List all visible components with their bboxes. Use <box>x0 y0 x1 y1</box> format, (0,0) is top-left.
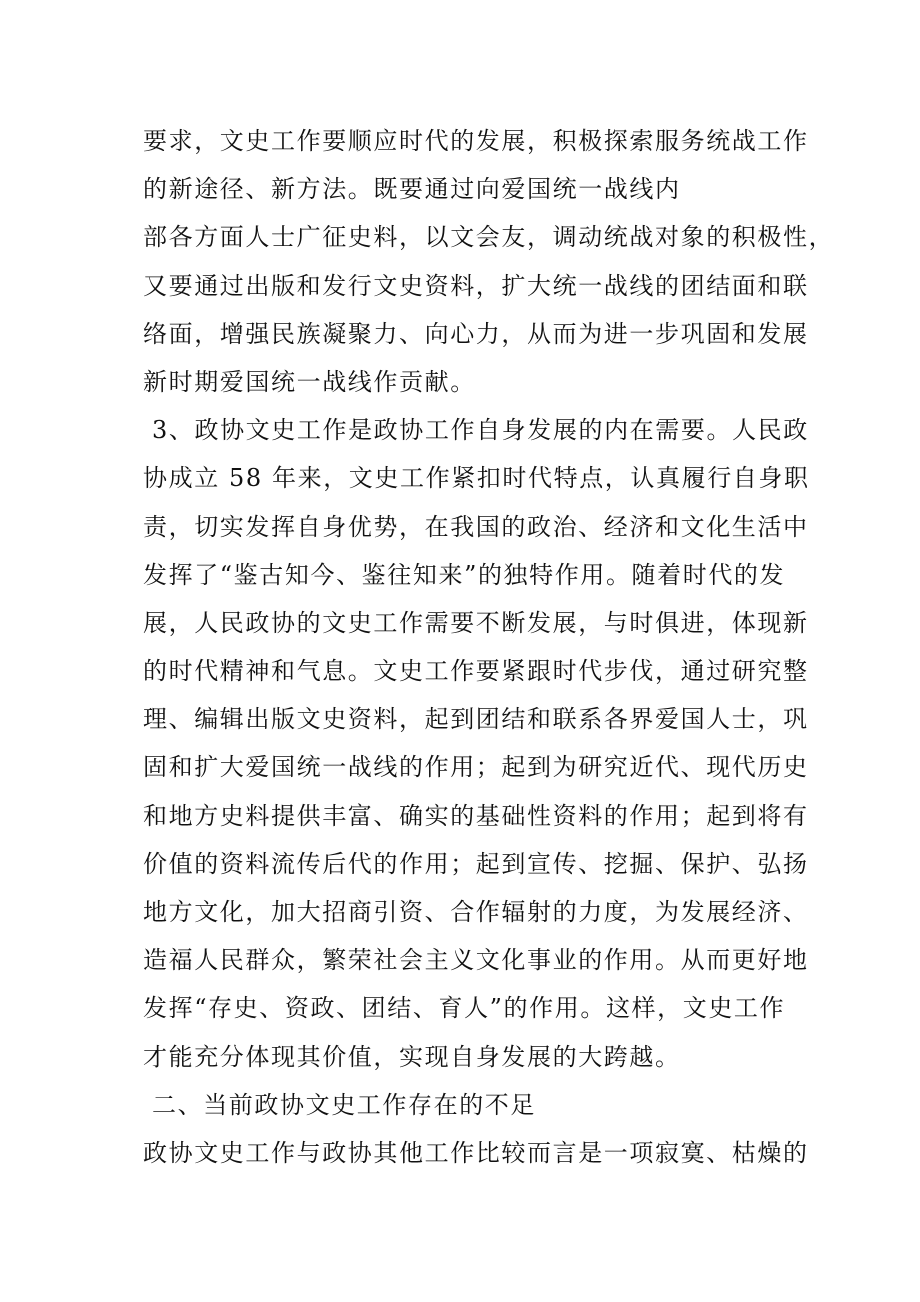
text-line: 的新途径、新方法。既要通过向爱国统一战线内 <box>143 175 681 204</box>
text-line: 新时期爱国统一战线作贡献。 <box>143 367 476 396</box>
text-line: 价值的资料流传后代的作用；起到宣传、挖掘、保护、弘扬 <box>143 849 809 878</box>
text-line: 造福人民群众，繁荣社会主义文化事业的作用。从而更好地 <box>143 946 809 975</box>
text-line: 的时代精神和气息。文史工作要紧跟时代步伐，通过研究整 <box>143 657 809 686</box>
text-line: 固和扩大爱国统一战线的作用；起到为研究近代、现代历史 <box>143 753 809 782</box>
text-line: 要求，文史工作要顺应时代的发展，积极探索服务统战工作 <box>143 127 809 155</box>
text-line: 理、编辑出版文史资料，起到团结和联系各界爱国人士，巩 <box>143 705 809 734</box>
text-line: 协成立 58 年来，文史工作紧扣时代特点，认真履行自身职 <box>143 464 810 493</box>
text-line: 部各方面人士广征史料，以文会友，调动统战对象的积极性， <box>143 223 835 252</box>
text-line: 发挥“存史、资政、团结、育人”的作用。这样，文史工作 <box>143 994 786 1023</box>
text-line: 政协文史工作与政协其他工作比较而言是一项寂寞、枯燥的 <box>143 1138 809 1167</box>
text-line: 发挥了“鉴古知今、鉴往知来”的独特作用。随着时代的发 <box>143 560 786 589</box>
text-line: 又要通过出版和发行文史资料，扩大统一战线的团结面和联 <box>143 271 809 300</box>
text-line: 地方文化，加大招商引资、合作辐射的力度，为发展经济、 <box>143 898 809 926</box>
text-line: 展，人民政协的文史工作需要不断发展，与时俱进，体现新 <box>143 608 809 637</box>
text-line: 才能充分体现其价值，实现自身发展的大跨越。 <box>143 1042 681 1071</box>
section-item-3-line: 3、政协文史工作是政协工作自身发展的内在需要。人民政 <box>152 416 809 445</box>
section-heading: 二、当前政协文史工作存在的不足 <box>152 1090 536 1119</box>
body-text <box>143 117 835 1177</box>
text-line: 络面，增强民族凝聚力、向心力，从而为进一步巩固和发展 <box>143 319 809 348</box>
text-line: 和地方史料提供丰富、确实的基础性资料的作用；起到将有 <box>143 801 809 830</box>
text-line: 责，切实发挥自身优势，在我国的政治、经济和文化生活中 <box>143 512 809 541</box>
